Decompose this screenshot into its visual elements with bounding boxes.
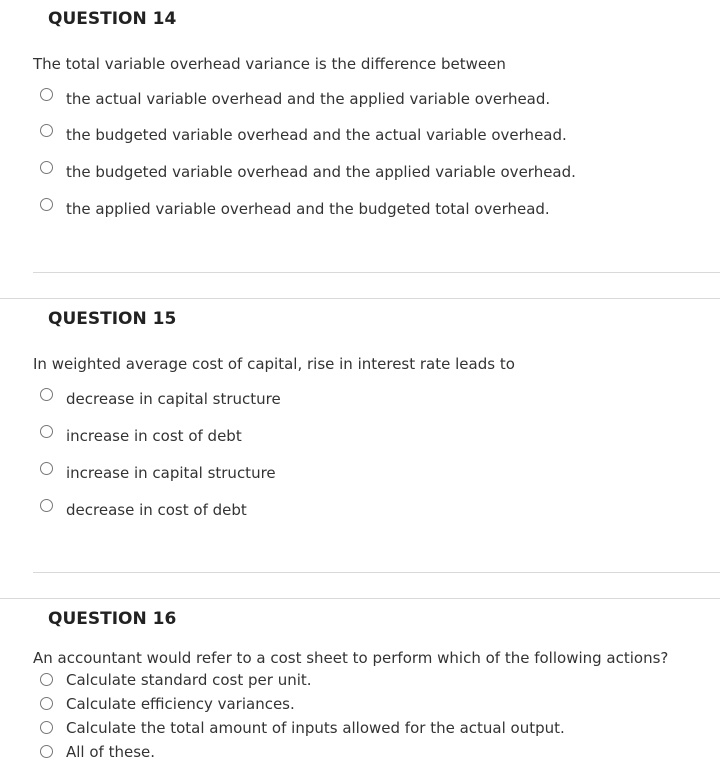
question-15-option-1-label[interactable]: decrease in capital structure [66,390,281,408]
question-15-bottom-divider [33,572,720,573]
question-14-option-1-radio[interactable] [40,88,53,101]
question-15-option-2-radio[interactable] [40,425,53,438]
question-14-option-4-radio[interactable] [40,198,53,211]
question-16-option-3-label[interactable]: Calculate the total amount of inputs allowed for the actual output. [66,719,565,737]
question-15-option-1-radio[interactable] [40,388,53,401]
question-15-title: QUESTION 15 [48,309,177,329]
question-16-option-1-radio[interactable] [40,673,53,686]
question-14-text: The total variable overhead variance is the difference between [33,55,506,73]
question-16-option-1-label[interactable]: Calculate standard cost per unit. [66,671,312,689]
question-14-option-3-radio[interactable] [40,161,53,174]
question-14-option-4-label[interactable]: the applied variable overhead and the budgeted total overhead. [66,200,550,218]
question-15-option-4-radio[interactable] [40,499,53,512]
question-15-option-3-label[interactable]: increase in capital structure [66,464,276,482]
question-14-option-1-label[interactable]: the actual variable overhead and the applied variable overhead. [66,90,551,108]
question-16-option-3-radio[interactable] [40,721,53,734]
question-14-title: QUESTION 14 [48,9,177,29]
question-separator [0,598,720,599]
question-15-text: In weighted average cost of capital, rise in interest rate leads to [33,355,515,373]
question-14-option-2-radio[interactable] [40,124,53,137]
question-16-title: QUESTION 16 [48,609,177,629]
question-16-option-4-label[interactable]: All of these. [66,743,156,761]
question-15-option-3-radio[interactable] [40,462,53,475]
question-14-option-2-label[interactable]: the budgeted variable overhead and the actual variable overhead. [66,126,567,144]
question-15-option-4-label[interactable]: decrease in cost of debt [66,501,247,519]
question-16-text: An accountant would refer to a cost sheet to perform which of the following actions? [33,649,669,667]
question-16-option-4-radio[interactable] [40,745,53,758]
question-15-option-2-label[interactable]: increase in cost of debt [66,427,242,445]
question-16-option-2-label[interactable]: Calculate efficiency variances. [66,695,295,713]
question-14-bottom-divider [33,272,720,273]
question-separator [0,298,720,299]
question-14-option-3-label[interactable]: the budgeted variable overhead and the applied variable overhead. [66,163,576,181]
question-16-option-2-radio[interactable] [40,697,53,710]
